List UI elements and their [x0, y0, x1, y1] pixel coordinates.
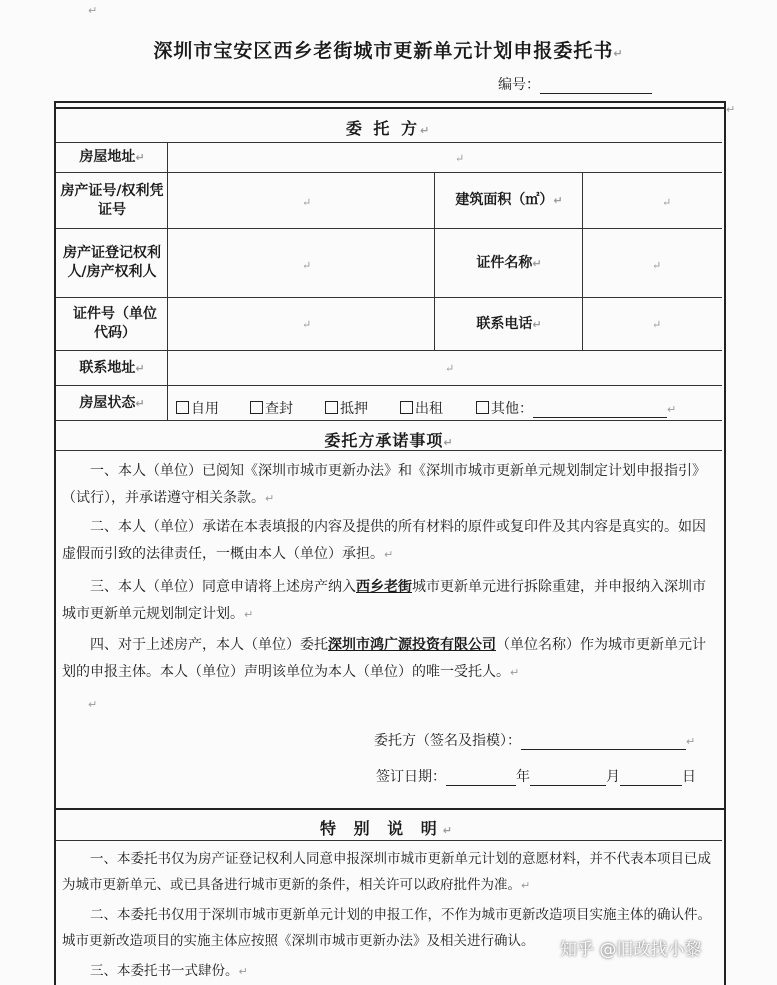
return-mark: ↵	[88, 698, 98, 711]
commitment-1: 一、本人（单位）已阅知《深圳市城市更新办法》和《深圳市城市更新单元规划制定计划申报指引》（试行），并承诺遵守相关条款。↵	[62, 463, 706, 506]
house-address-label: 房屋地址 ↵	[79, 149, 145, 165]
document-title: 深圳市宝安区西乡老街城市更新单元计划申报委托书↵	[153, 40, 624, 62]
id-name-label: 证件名称 ↵	[476, 254, 542, 271]
col-line	[434, 172, 435, 350]
return-mark: ↵	[726, 103, 736, 116]
area-label: 建筑面积（㎡） ↵	[455, 192, 563, 208]
principal-section-title: 委 托 方↵	[345, 119, 433, 138]
commitment-4: 四、对于上述房产，本人（单位）委托深圳市鸿广源投资有限公司（单位名称）作为城市更新单元计划的申报主体。本人（单位）声明该单位为本人（单位）的唯一受托人。↵	[62, 637, 706, 680]
year-blank[interactable]	[446, 771, 516, 786]
cert-no-label: 房产证号/权利凭证号	[60, 182, 164, 218]
contact-address-value[interactable]: ↵	[445, 362, 455, 375]
commitments-title: 委托方承诺事项↵	[324, 431, 454, 450]
status-option-self-use[interactable]: 自用	[176, 398, 219, 418]
phone-label: 联系电话 ↵	[476, 315, 542, 332]
frame-double-line	[54, 107, 724, 109]
contact-address-label: 联系地址 ↵	[79, 359, 145, 376]
house-address-value[interactable]: ↵	[455, 152, 465, 165]
note-2: 二、本委托书仅用于深圳市城市更新单元计划的申报工作，不作为城市更新改造项目实施主体的确认件。城市更新改造项目的实施主体应按照《深圳市城市更新办法》及相关进行确认。	[62, 907, 711, 949]
id-name-value[interactable]: ↵	[652, 259, 662, 272]
signature-blank[interactable]	[521, 735, 686, 750]
checkbox-icon[interactable]	[250, 401, 263, 414]
holder-label: 房产证登记权利人/房产权利人	[63, 245, 161, 280]
commitment-2: 二、本人（单位）承诺在本表填报的内容及提供的所有材料的原件或复印件及其内容是真实的。如因虚假而引致的法律责任，一概由本人（单位）承担。↵	[62, 519, 706, 562]
renewal-unit-fill: 西乡老街	[356, 579, 412, 595]
col-line	[167, 142, 168, 420]
doc-number: 编号：	[498, 74, 652, 94]
note-1: 一、本委托书仅为房产证登记权利人同意申报深圳市城市更新单元计划的意愿材料，并不代表本项目已成为城市更新单元、或已具备进行城市更新的条件，相关许可以政府批件为准。↵	[62, 851, 711, 893]
signer-line: 委托方（签名及指模）： ↵	[374, 733, 696, 749]
checkbox-icon[interactable]	[176, 401, 189, 414]
area-value[interactable]: ↵	[662, 196, 672, 209]
date-line: 签订日期： 年 月 日	[376, 769, 696, 785]
id-no-label: 证件号（单位代码）	[73, 306, 157, 341]
house-status-label: 房屋状态 ↵	[79, 394, 145, 411]
status-option-other[interactable]: 其他： ↵	[476, 398, 676, 418]
phone-value[interactable]: ↵	[652, 318, 662, 331]
id-no-value[interactable]: ↵	[302, 318, 312, 331]
commitment-3: 三、本人（单位）同意申请将上述房产纳入西乡老街城市更新单元进行拆除重建，并申报纳入深圳市城市更新单元规划制定计划。↵	[62, 579, 706, 622]
row-line	[56, 420, 722, 421]
checkbox-icon[interactable]	[476, 401, 489, 414]
cert-no-value[interactable]: ↵	[302, 196, 312, 209]
other-status-blank[interactable]	[533, 403, 667, 418]
row-line	[56, 450, 722, 451]
checkbox-icon[interactable]	[400, 401, 413, 414]
status-option-seized[interactable]: 查封	[250, 398, 293, 418]
doc-number-blank[interactable]	[540, 79, 652, 94]
status-option-rented[interactable]: 出租	[400, 398, 443, 418]
checkbox-icon[interactable]	[325, 401, 338, 414]
col-line	[582, 172, 583, 350]
day-blank[interactable]	[620, 771, 682, 786]
note-3: 三、本委托书一式肆份。↵	[90, 963, 248, 979]
watermark: 知乎 @旧改找小黎	[560, 940, 702, 960]
trustee-fill: 深圳市鸿广源投资有限公司	[328, 637, 496, 653]
holder-value[interactable]: ↵	[302, 259, 312, 272]
month-blank[interactable]	[530, 771, 606, 786]
notes-title: 特 别 说 明↵	[320, 819, 458, 838]
return-mark: ↵	[88, 4, 98, 17]
status-option-mortgaged[interactable]: 抵押	[325, 398, 368, 418]
row-line	[56, 840, 722, 841]
notes-separator	[54, 808, 724, 810]
